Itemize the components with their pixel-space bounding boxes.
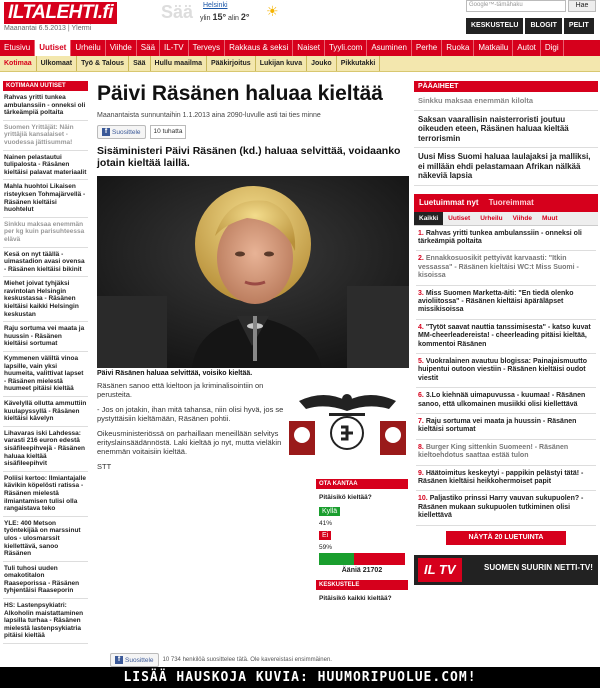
most-read-item[interactable] bbox=[416, 466, 596, 492]
category-subtabs bbox=[414, 212, 598, 226]
rank-number: 1. bbox=[418, 229, 424, 237]
weather-high: 15° bbox=[212, 12, 227, 22]
iltv-tagline: SUOMEN SUURIN NETTI-TV! bbox=[484, 562, 593, 572]
bottom-share-label: Suosittele bbox=[125, 656, 154, 664]
main-nav-item[interactable]: Perhe bbox=[412, 40, 442, 56]
most-read-item[interactable] bbox=[416, 251, 596, 285]
main-topic-item[interactable]: Uusi Miss Suomi haluaa laulajaksi ja malliksi, ei millään ehdi pelastamaan Afrikan nälkää näkeviä lapsia bbox=[414, 148, 598, 186]
main-topic-item[interactable]: Saksan vaarallisin naisterroristi joutuu oikeuden eteen, Räsänen haluaa kieltää terrorismin bbox=[414, 111, 598, 149]
sub-nav-item[interactable]: Työ & Talous bbox=[77, 56, 129, 71]
left-news-item[interactable]: Kävelyllä ollutta ammuttiin kuulapyssyllä - Räsänen kieltäisi kävelyn bbox=[3, 397, 88, 427]
left-news-item[interactable]: YLE: 400 Metson työntekijää on marssinut ulos - ulosmarssit kiellettävä, sanoo Räsänen bbox=[3, 517, 88, 562]
main-nav-item[interactable]: Uutiset bbox=[35, 40, 71, 56]
rank-number: 3. bbox=[418, 289, 424, 297]
item-title: Rahvas yritti tunkea ambulanssiin - onneksi oli tärkeämpiä poltaita bbox=[418, 229, 582, 245]
tab-most-read[interactable]: Luetuimmat nyt bbox=[419, 198, 479, 207]
main-topic-item[interactable]: Sinkku maksaa enemmän kilolta bbox=[414, 92, 598, 111]
sub-nav-item[interactable]: Kotimaa bbox=[0, 56, 37, 71]
left-news-list bbox=[3, 91, 88, 644]
rank-number: 2. bbox=[418, 255, 424, 263]
poll-no-percent: 59% bbox=[319, 544, 333, 551]
facebook-share-button[interactable] bbox=[97, 125, 146, 139]
category-subtab[interactable]: Kaikki bbox=[414, 212, 443, 225]
sub-nav-item[interactable]: Hullu maailma bbox=[151, 56, 207, 71]
article-headline: Päivi Räsänen haluaa kieltää bbox=[97, 82, 383, 105]
iltv-banner[interactable] bbox=[414, 555, 598, 585]
left-column-header: KOTIMAAN UUTISET bbox=[3, 81, 88, 91]
main-nav-item[interactable]: Matkailu bbox=[474, 40, 513, 56]
main-nav bbox=[0, 40, 600, 56]
article-paragraph: Oikeusministeriössä on parhaillaan meneillään selvitys erityslainsäädännöstä. Laki kieltää jo nyt, mutta vieläkin enemmän voitaisiin kieltää. bbox=[97, 429, 282, 456]
article-paragraph: - Jos on jotakin, ihan mitä tahansa, niin olisi hyvä, jos se pystyttäisiin kieltämään, Räsänen pohtii. bbox=[97, 405, 284, 423]
left-news-item[interactable]: Mahla huohtoi Likaisen risteyksen Tohmajärvellä - Räsänen kieltäisi huohtelut bbox=[3, 180, 88, 217]
item-title: Raju sortuma vei maata ja huussin - Räsänen kieltäisi sortumat bbox=[418, 418, 577, 434]
poll-result-bar bbox=[319, 553, 405, 565]
sub-nav-item[interactable]: Pikkutakki bbox=[337, 56, 381, 71]
poll-widget bbox=[316, 479, 408, 607]
sub-nav-item[interactable]: Pääkirjoitus bbox=[207, 56, 256, 71]
article-body-wrap bbox=[97, 381, 409, 471]
util-blogit[interactable]: BLOGIT bbox=[525, 18, 561, 34]
main-nav-item[interactable]: Etusivu bbox=[0, 40, 35, 56]
left-news-item[interactable]: Poliisi kertoo: Ilmiantajalle kävikin köpelösti ratissa - Räsänen mielestä ilmiantamisen tulisi olla rangaistava teko bbox=[3, 472, 88, 517]
main-nav-item[interactable]: Rakkaus & seksi bbox=[225, 40, 293, 56]
article-lead: Sisäministeri Päivi Räsänen (kd.) haluaa selvittää, voidaanko jotain kieltää laillä. bbox=[97, 145, 401, 169]
main-nav-item[interactable]: Sää bbox=[137, 40, 160, 56]
weather-low: 2° bbox=[240, 12, 250, 22]
search-input[interactable]: Google™-tämähaku bbox=[466, 0, 566, 12]
poll-no-fill bbox=[354, 553, 405, 565]
weather-temps bbox=[200, 12, 250, 22]
left-news-item[interactable]: Kymmenen väliltä vinoa lapsille, vain yksi huumeita, valittivat lapset - Räsänen mielestä huumeet pitäisi kieltää bbox=[3, 352, 88, 397]
item-title: Miss Suomen Marketta-äiti: "En tiedä olenko avioliitossa" - Räsänen kieltäisi äpäräläpset missikisoissa bbox=[418, 289, 574, 314]
most-read-item[interactable] bbox=[416, 491, 596, 525]
poll-yes-button[interactable]: Kyllä bbox=[319, 507, 340, 516]
iltv-logo: IL TV bbox=[418, 558, 462, 582]
poll-header: OTA KANTAA bbox=[316, 479, 408, 489]
main-nav-item[interactable]: Asuminen bbox=[367, 40, 412, 56]
left-news-item[interactable]: Lihavaras iski Lahdessa: varasti 216 euron edestä sisäfileepihvejä - Räsänen haluaa kieltää sisäfileepihvit bbox=[3, 427, 88, 472]
sub-nav-item[interactable]: Lukijan kuva bbox=[256, 56, 307, 71]
most-read-list bbox=[414, 226, 598, 526]
left-news-item[interactable]: HS: Lastenpsykiatri: Alkoholin maistattaminen lapsilla turhaa - Räsänen mielestä lastenpsykiatria pitäisi kieltää bbox=[3, 599, 88, 644]
poll-question: Pitäisikö kieltää? bbox=[319, 494, 372, 501]
rank-number: 4. bbox=[418, 323, 424, 331]
main-topics-list bbox=[414, 92, 598, 186]
main-nav-item[interactable]: Ruoka bbox=[442, 40, 474, 56]
sub-nav bbox=[0, 56, 600, 72]
main-nav-item[interactable]: Terveys bbox=[189, 40, 226, 56]
weather-day-label: ylin bbox=[200, 15, 211, 22]
search-button[interactable]: Hae bbox=[568, 0, 596, 12]
util-pelit[interactable]: PELIT bbox=[564, 18, 594, 34]
eagle-emblem-image bbox=[289, 383, 406, 455]
main-nav-item[interactable]: Tyyli.com bbox=[325, 40, 367, 56]
main-nav-item[interactable]: Digi bbox=[541, 40, 564, 56]
site-logo[interactable]: ILTALEHTI.fi bbox=[4, 2, 117, 24]
weather-city-link[interactable]: Helsinki bbox=[203, 2, 228, 9]
main-nav-item[interactable]: Naiset bbox=[293, 40, 325, 56]
left-news-item[interactable]: Miehet joivat tyhjäksi ravintolan Helsingin keskustassa - Räsänen kieltäisi kaikki Helsingin keskustan bbox=[3, 277, 88, 322]
main-nav-item[interactable]: Viihde bbox=[106, 40, 137, 56]
article-meta: Maanantaista sunnuntaihin 1.1.2013 aina 2090-luvulle asti tai ties minne bbox=[97, 112, 321, 119]
category-subtab[interactable]: Viihde bbox=[512, 214, 532, 222]
left-news-item[interactable]: Nainen pelastautui tulipalosta - Räsänen kieltäisi palavat materiaalit bbox=[3, 151, 88, 181]
rank-number: 5. bbox=[418, 357, 424, 365]
poll-yes-fill bbox=[319, 553, 354, 565]
main-nav-item[interactable]: Urheilu bbox=[71, 40, 105, 56]
share-row bbox=[97, 125, 409, 139]
sub-nav-item[interactable]: Jouko bbox=[307, 56, 337, 71]
sun-icon: ☀ bbox=[266, 3, 279, 19]
utility-nav bbox=[466, 18, 596, 34]
main-nav-item[interactable]: IL-TV bbox=[160, 40, 189, 56]
article-paragraph: Räsänen sanoo että kieltoon ja kriminalisointiin on perusteita. bbox=[97, 381, 264, 399]
rank-number: 7. bbox=[418, 418, 424, 425]
article-paragraph: STT bbox=[97, 462, 112, 471]
current-date: Maanantai 6.5.2013 | Ylermi bbox=[4, 25, 92, 32]
discussion-header: KESKUSTELE bbox=[316, 580, 408, 590]
left-news-item[interactable]: Rahvas yritti tunkea ambulanssiin - onneksi oli tärkeämpiä poltaita bbox=[3, 91, 88, 121]
rank-number: 8. bbox=[418, 443, 424, 451]
poll-yes-percent: 41% bbox=[319, 520, 333, 527]
sub-nav-item[interactable]: Sää bbox=[129, 56, 150, 71]
left-news-item[interactable]: Suomen Yrittäjät: Näin yrittäjiä kansalaiset - vuodessa jättisumma! bbox=[3, 121, 88, 151]
rank-number: 9. bbox=[418, 469, 424, 477]
weather-label[interactable]: Sää bbox=[161, 2, 194, 22]
most-read-item[interactable] bbox=[416, 354, 596, 388]
category-subtab[interactable]: Urheilu bbox=[480, 214, 503, 222]
item-title: 3.Lo kiehnää uimapuvussa - kuumaa! - Räsänen sanoo, että ulkomainen musiikki olisi kiellettävä bbox=[418, 392, 586, 408]
facebook-icon: f bbox=[102, 128, 110, 136]
most-read-item[interactable] bbox=[416, 414, 596, 440]
item-subtitle: Ennakkosuosikit pettyivät karvaasti: "Itkin vessassa" - Räsänen kieltäisi WC:t Miss Suomi -kisoissa bbox=[418, 255, 579, 280]
share-count: 10 tuhatta bbox=[150, 125, 187, 139]
most-read-item[interactable] bbox=[416, 286, 596, 320]
poll-no-button[interactable]: Ei bbox=[319, 531, 331, 540]
rank-number: 6. bbox=[418, 392, 424, 400]
poll-total-votes: Ääniä 21702 bbox=[341, 567, 383, 574]
rank-number: 10. bbox=[418, 495, 428, 503]
category-subtab[interactable]: Muut bbox=[541, 214, 558, 222]
left-news-item[interactable]: Tuli tuhosi uuden omakotitalon Raaseporissa - Räsänen tyhjentäisi Raaseporin bbox=[3, 562, 88, 599]
most-read-item[interactable] bbox=[416, 320, 596, 354]
util-keskustelu[interactable]: KESKUSTELU bbox=[466, 18, 523, 34]
left-news-column bbox=[3, 81, 88, 651]
most-read-item[interactable] bbox=[416, 226, 596, 252]
article-photo bbox=[97, 176, 409, 368]
left-news-item[interactable]: Sinkku maksaa enemmän per kg kuin parisuhteessa elävä bbox=[3, 218, 88, 248]
facebook-icon: f bbox=[115, 656, 123, 664]
left-news-item[interactable]: Kesä on nyt täällä - uimastadion avasi ovensa - Räsänen kieltäisi bikinit bbox=[3, 248, 88, 278]
bottom-facebook-share-button[interactable] bbox=[110, 653, 159, 667]
item-title: Häätoimitus keskeytyi - pappikin pelästyi tätä! - Räsänen kieltäisi heikkohermoiset papit bbox=[418, 469, 584, 486]
main-topics-header: PÄÄAIHEET bbox=[414, 81, 598, 92]
most-read-tabs bbox=[414, 194, 598, 212]
item-title: "Tytöt saavat nauttia tanssimisesta" - katso kuvat MM-cheerleadereista! - cheerleading pitäisi kieltää, kommentoi Räsänen bbox=[418, 323, 591, 348]
item-title: Vuokralainen avautuu blogissa: Painajaismuutto huipentui outoon viestiin - Räsänen kieltäisi oudot viestit bbox=[418, 357, 588, 382]
site-header bbox=[0, 0, 600, 40]
footer-banner: LISÄÄ HAUSKOJA KUVIA: HUUMORIPUOLUE.COM! bbox=[0, 667, 600, 688]
article-body bbox=[97, 381, 287, 471]
most-read-item[interactable] bbox=[416, 388, 596, 414]
sub-nav-item[interactable]: Ulkomaat bbox=[37, 56, 78, 71]
weather-night-label: alin bbox=[228, 15, 239, 22]
bottom-share-bar bbox=[110, 653, 410, 667]
bottom-share-text: 10 734 henkilöä suosittelee tätä. Ole kavereistasi ensimmäinen. bbox=[162, 657, 332, 663]
category-subtab[interactable]: Uutiset bbox=[448, 214, 471, 222]
tab-latest[interactable]: Tuoreimmat bbox=[488, 198, 534, 207]
main-nav-item[interactable]: Autot bbox=[513, 40, 541, 56]
left-news-item[interactable]: Raju sortuma vei maata ja huussin - Räsänen kieltäisi sortumat bbox=[3, 322, 88, 352]
discussion-question[interactable]: Pitäisikö kaikki kieltää? bbox=[319, 595, 392, 602]
item-subtitle: Burger King sittenkin Suomeen! - Räsänen kieltoehdotus saattaa estää tulon bbox=[418, 443, 569, 460]
most-read-item[interactable] bbox=[416, 440, 596, 466]
portrait-image bbox=[97, 176, 409, 368]
photo-caption: Päivi Räsänen haluaa selvittää, voisiko kieltää. bbox=[97, 370, 253, 377]
item-title: Paljastiko prinssi Harry vauvan sukupuolen? - Räsänen mukaan sukupuolen tutkiminen olisi kiellettävä bbox=[418, 495, 584, 520]
share-label: Suosittele bbox=[112, 128, 141, 136]
right-column bbox=[414, 81, 598, 651]
show-top-20-button[interactable]: NÄYTÄ 20 LUETUINTA bbox=[446, 531, 566, 545]
